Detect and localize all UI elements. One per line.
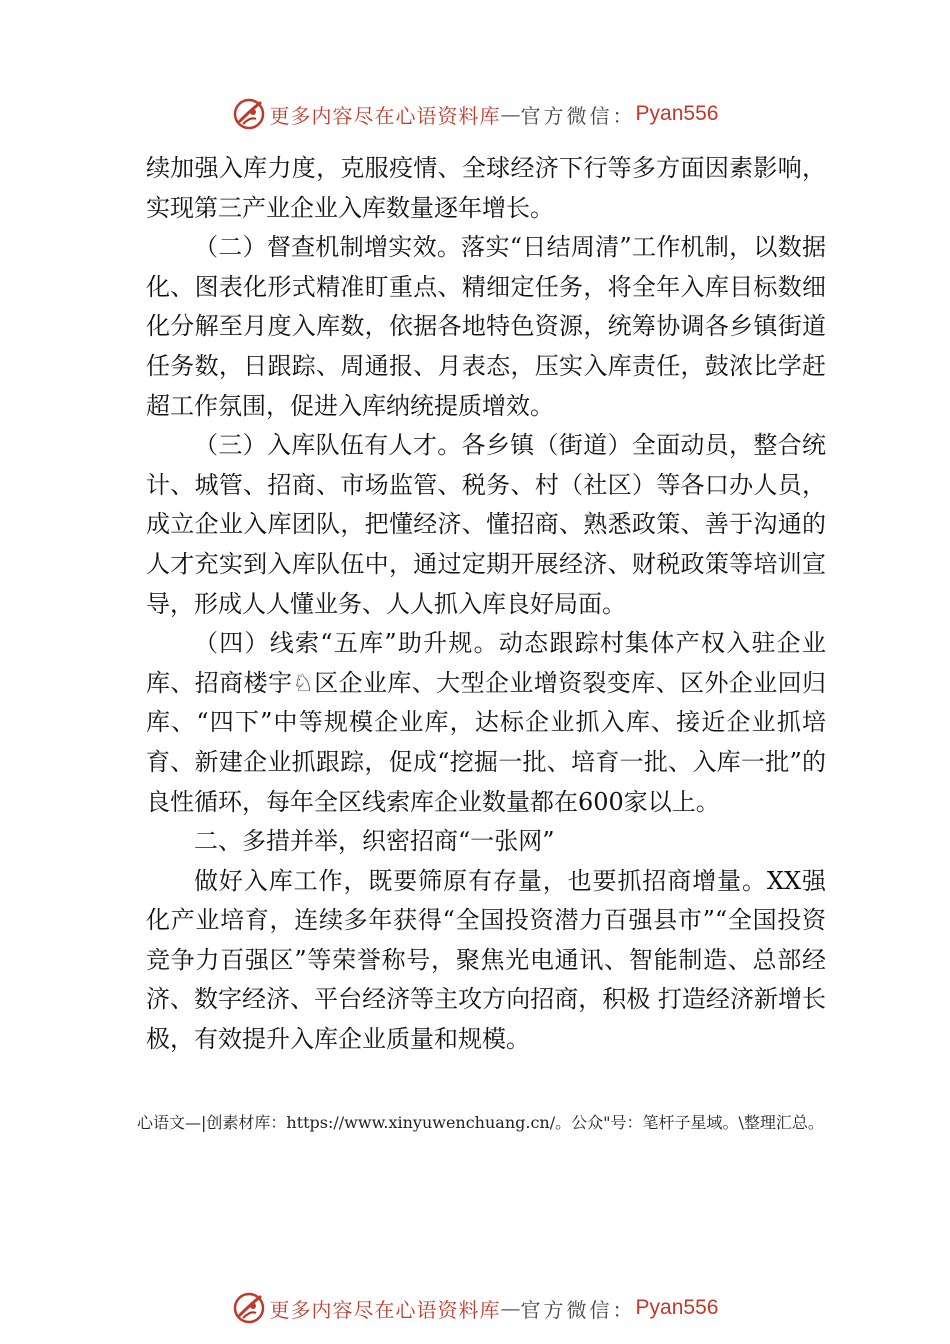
banner-title: 更多内容尽在心语资料库 (269, 1297, 501, 1322)
paragraph-supervision: （二）督查机制增实效。落实“日结周清”工作机制，以数据化、图表化形式精准盯重点、精细定任务，将全年入库目标数细化分解至月度入库数，依据各地特色资源，统筹协调各乡镇街道任务数，日跟踪、周通报、月表态，压实入库责任，鼓浓比学赶超工作氛围，促进入库纳统提质增效。 (146, 233, 826, 420)
paragraph-continuation: 续加强入库力度，克服疫情、全球经济下行等多方面因素影响，实现第三产业企业入库数量逐年增长。 (146, 154, 826, 222)
paragraph-clue-libraries: （四）线索“五库”助升规。动态跟踪村集体产权入驻企业库、招商楼宇♘区企业库、大型企业增资裂变库、区外企业回归库、“四下”中等规模企业库，达标企业抓入库、接近企业抓培育、新建企业抓跟踪，促成“挖掘一批、培育一批、入库一批”的良性循环，每年全区线索库企业数量都在600家以上。 (146, 629, 826, 816)
footer-banner (0, 1290, 950, 1326)
banner-title: 更多内容尽在心语资料库 (269, 103, 501, 128)
document-body (146, 149, 826, 1060)
banner-wechat-label: 官方微信： (520, 1297, 636, 1322)
brush-logo-icon (232, 97, 266, 131)
banner-separator: — (500, 102, 521, 126)
banner-wechat-label: 官方微信： (520, 103, 636, 128)
brush-logo-icon (232, 1291, 266, 1325)
banner-wechat-id: Pyan556 (635, 102, 719, 125)
source-footnote: 心语文—|创素材库：https://www.xinyuwenchuang.cn/。公众"号：笔杆子星域。\整理汇总。 (137, 1113, 824, 1132)
paragraph-team: （三）入库队伍有人才。各乡镇（街道）全面动员，整合统计、城管、招商、市场监管、税务、村（社区）等各口办人员，成立企业入库团队，把懂经济、懂招商、熟悉政策、善于沟通的人才充实到入库队伍中，通过定期开展经济、财税政策等培训宣导，形成人人懂业务、人人抓入库良好局面。 (146, 431, 826, 618)
banner-wechat-id: Pyan556 (635, 1296, 719, 1319)
banner-separator: — (500, 1296, 521, 1320)
section-heading: 二、多措并举，织密招商“一张网” (194, 827, 555, 856)
header-banner (0, 96, 950, 132)
paragraph-investment: 做好入库工作，既要筛原有存量，也要抓招商增量。XX强化产业培育，连续多年获得“全国投资潜力百强县市”“全国投资竞争力百强区”等荣誉称号，聚焦光电通讯、智能制造、总部经济、数字经济、平台经济等主攻方向招商，积极 打造经济新增长极，有效提升入库企业质量和规模。 (146, 866, 826, 1054)
